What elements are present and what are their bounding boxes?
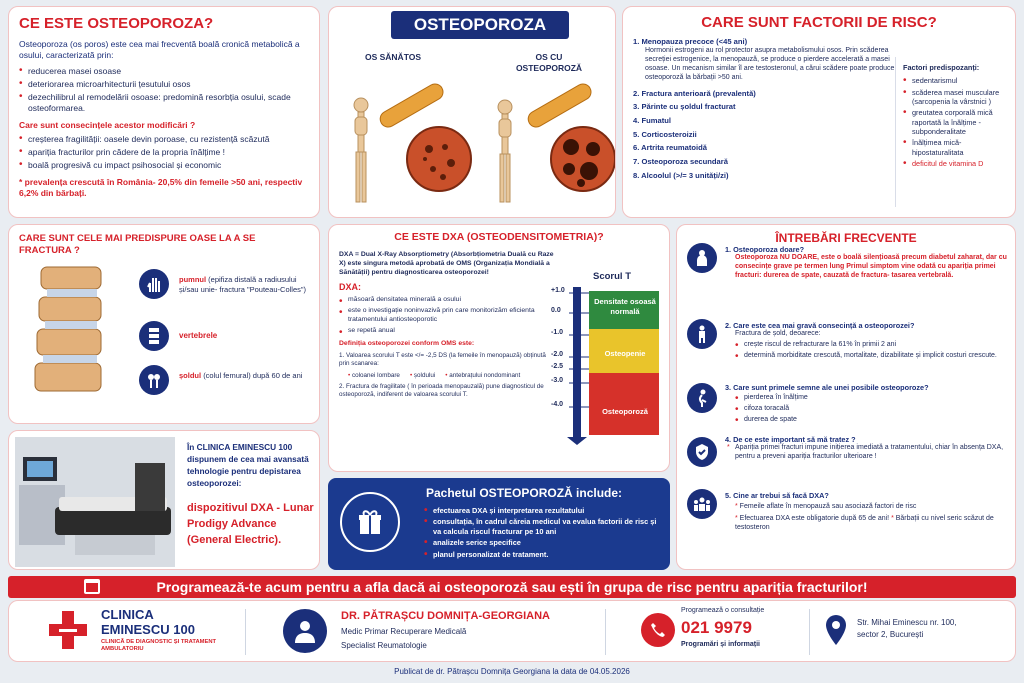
tick-label: -4.0 [551,401,564,408]
device-name: dispozitivul DXA - Lunar Prodigy Advance (General Electric). [187,502,314,546]
faq-question: 4. De ce este important să mă tratez ? [725,435,856,444]
card-package [328,478,670,570]
card-title: CE ESTE DXA (OSTEODENSITOMETRIA)? [394,231,604,243]
list-item: • deteriorarea microarhitecturii țesutului osos [19,79,309,90]
tick-label: +1.0 [551,287,565,294]
list-item: • dezechilibrul al remodelării osoase: predomină resorbția osului, scade osteoformarea. [19,92,309,114]
faq-answer: Osteoporoza NU DOARE, este o boală silențioasă precum diabetul zaharat, dar cu consecințe grave pe termen lung Primul simptom vine odată cu apariția primei fracturi: durerea de spate, cauzată de fractura- tasarea vertebrală. [735,254,1007,280]
person-icon [687,319,717,349]
card-what-is [8,6,320,218]
list-item: • măsoară densitatea minerală a osului [339,296,557,305]
cta-banner [8,576,1016,598]
card-clinic-device [8,430,320,570]
factor-label: Corticosteroizii [641,129,697,139]
clinic-logo-icon [49,611,87,649]
fracture-site-hip [179,371,315,381]
list-item: • se repetă anual [339,327,557,336]
faq-question: 1. Osteoporoza doare? [725,245,805,254]
list-item: • pierderea în înălțime [735,394,1011,403]
faq-answer: * Apariția primei fracturi impune inițierea imediată a tratamentului, chiar în absența DXA, pentru a preveni apariția fracturilor ulterioare ! [727,444,1004,461]
posture-icon [687,383,717,413]
factor-label: Artrita reumatoidă [641,143,707,153]
factor-label: Fumatul [641,115,671,125]
list-item: • efectuarea DXA și interpretarea rezultatului [424,506,664,515]
calendar-icon [84,579,100,594]
doctor-icon [283,609,327,653]
faq-answer: Fractura de șold, deoarece: [735,330,821,338]
divider [809,609,810,655]
site-name: șoldul [179,371,202,380]
card-title: CARE SUNT FACTORII DE RISC? [701,14,937,31]
faq-answer: * Femeile aflate în menopauză sau asociază factori de risc [735,503,917,511]
list-item: • planul personalizat de tratament. [424,550,664,559]
clinic-name-2: EMINESCU 100 [101,622,195,637]
zone-normal: Densitate osoasă normală [594,297,656,316]
site-desc: (epifiza distală a radiusului și/sau unie- fractura "Pouteau-Colles") [179,275,307,294]
card-title: CARE SUNT CELE MAI PREDISPURE OASE LA A SE FRACTURA ? [19,233,256,257]
divider [605,609,606,655]
dxa-definition: DXA = Dual X-Ray Absorptiometry (Absorbțiometria Duală cu Raze X) este singura metodă aprobată de OMS (Organizația Mondială a Sănătății) pentru diagnosticarea osteoporozei! [339,251,554,276]
factor-label: Menopauza precoce (<45 ani) [641,37,748,46]
clinic-tagline: CLINICĂ DE DIAGNOSTIC ȘI TRATAMENT AMBULATORIU [101,639,217,653]
list-item: • sedentarismul [903,76,1013,85]
address: Str. Mihai Eminescu nr. 100, sector 2, București [857,618,957,639]
list-item: • reducerea masei osoase [19,66,309,77]
question-icon [687,243,717,273]
shield-check-icon [687,437,717,467]
zone-osteoporosis: Osteoporoză [602,407,648,416]
scan-site: • șoldului [409,371,436,379]
list-item: • creșterea fragilității: oasele devin poroase, cu rezistență scăzută [19,134,309,145]
tick-label: -3.0 [551,377,564,384]
package-title: Pachetul OSTEOPOROZĂ include: [426,486,623,500]
list-item: • analizele serice specifice [424,538,664,547]
factor-label: Fractura anterioară (prevalentă) [641,88,756,98]
card-title: CE ESTE OSTEOPOROZA? [19,15,214,32]
phone-icon [641,613,675,647]
factor-item: 8. Alcoolul (>/= 3 unități/zi) [633,170,729,180]
list-item: • cifoza toracală [735,405,1011,414]
divider [895,57,896,207]
scan-site: • coloanei lombare [348,371,400,379]
list-item: • deficitul de vitamina D [903,159,1013,168]
healthy-bone-label: OS SĂNĂTOS [364,52,422,62]
banner-text: Programează-te acum pentru a afla dacă ai osteoporoză sau ești în grupa de risc pentru apariția fracturilor! [156,579,868,595]
location-pin-icon [825,615,847,645]
tick-label: -2.5 [551,363,564,370]
card-risk-factors [622,6,1016,218]
tick-label: 0.0 [551,307,561,314]
scan-site: • antebrațului nondominant [445,371,521,379]
bone-illustration [329,7,616,218]
factor-item: 4. Fumatul [633,115,671,125]
fracture-site-spine: vertebrele [179,331,218,340]
factor-label: Osteoporoza secundară [641,157,728,167]
doctor-specialty: Specialist Reumatologie [341,641,427,650]
faq-question: 2. Care este cea mai gravă consecință a osteoporozei? [725,321,915,330]
osteoporotic-bone-label: OS CU OSTEOPOROZĂ [515,52,583,73]
scan-sites [348,372,557,380]
card-fracture-sites [8,224,320,424]
card-title: ÎNTREBĂRI FRECVENTE [775,231,917,245]
card-faq [676,224,1016,570]
divider [245,609,246,655]
doctor-name: DR. PĂTRAȘCU DOMNIȚA-GEORGIANA [341,610,550,622]
phone-number[interactable]: 021 9979 [681,618,752,637]
card-osteoporosis-visual [328,6,616,218]
main-title: OSTEOPOROZA [391,11,569,39]
list-item: • crește riscul de refracturare la 61% în primii 2 ani [735,341,1011,350]
hip-icon [139,365,169,395]
faq-answer: * Efectuarea DXA este obligatorie după 65 de ani! * Bărbații cu nivel seric scăzut de testosteron [735,515,994,532]
clinic-name: CLINICA [101,607,154,622]
question-heading: Care sunt consecințele acestor modificări ? [19,120,196,131]
intro-text: Osteoporoza (os poros) este cea mai frecventă boală cronică metabolică a osului, caracterizată prin: [19,39,300,61]
tick-label: -1.0 [551,329,564,336]
doctor-title: Medic Primar Recuperare Medicală [341,627,467,636]
factor-desc: Hormonii estrogeni au rol protector asupra metabolismului osos. Prin scăderea secreției estrogenice, la menopauză, se produce o pierdere accelerată a masei osoase. Un mecanism similar îl are testosteronul, a cărui scădere poate produce osteoporoză la bărbații >50 ani. [645,46,895,81]
site-name: pumnul [179,275,207,284]
zone-osteopenia: Osteopenie [604,349,646,358]
factor-label: Alcoolul (>/= 3 unități/zi) [641,170,729,180]
factor-item: 3. Părinte cu șoldul fracturat [633,102,736,112]
tick-label: -2.0 [551,351,564,358]
dxa-heading: DXA: [339,282,361,293]
factor-label: Părinte cu șoldul fracturat [641,102,736,112]
phone-subcaption: Programări și informații [681,641,760,648]
who-criterion-1: 1. Valoarea scorului T este </= -2,5 DS (la femeile în menopauză) obținută prin scanarea: [339,352,546,368]
faq-question: 3. Care sunt primele semne ale unei posibile osteoporoze? [725,383,929,392]
gift-icon [340,492,400,552]
list-item: • înălțimea mică- hipostaturalitata [903,138,1013,157]
faq-question: 5. Cine ar trebui să facă DXA? [725,491,829,500]
list-item: • scăderea masei musculare (sarcopenia la vârstnici ) [903,88,1013,107]
factor-item: 1. Menopauza precoce (<45 ani) [633,37,748,46]
factor-item: 2. Fractura anterioară (prevalentă) [633,88,756,98]
fracture-site-wrist [179,275,315,294]
prevalence-note: * prevalența crescută în România- 20,5% din femeile >50 ani, respectiv 6,2% din bărbați. [19,176,303,198]
factor-item: 6. Artrita reumatoidă [633,143,707,153]
predisposing-heading: Factori predispozanți: [903,63,980,72]
phone-caption: Programează o consultație [681,607,765,614]
list-item: • determină morbiditate crescută, mortalitate, dizabilitate și implicit costuri crescute. [735,352,1011,361]
site-desc: (colul femural) după 60 de ani [203,371,303,380]
factor-item: 7. Osteoporoza secundară [633,157,728,167]
wrist-icon [139,269,169,299]
list-item: • durerea de spate [735,416,1011,425]
list-item: • consultația, în cadrul căreia medicul va evalua factorii de risc și va calcula riscul fracturar pe 10 ani [424,517,664,536]
dxa-machine-image [15,437,175,567]
list-item: • apariția fracturilor prin cădere de la propria înălțime ! [19,147,309,158]
who-definition-heading: Definiția osteoporozei conform OMS este: [339,340,475,348]
vertebra-icon [139,321,169,351]
list-item: • boală progresivă cu impact psihosocial și economic [19,160,309,171]
card-dxa [328,224,670,472]
clinic-intro: În CLINICA EMINESCU 100 dispunem de cea mai avansată tehnologie pentru depistarea osteoporozei: [187,442,309,489]
group-icon [687,489,717,519]
list-item: • este o investigație noninvazivă prin care monitorizăm eficienta tratamentului antiosteoporotic [339,307,557,325]
footer [8,600,1016,662]
who-criterion-2: 2. Fractura de fragilitate ( în perioada menopauzală) pune diagnosticul de osteoporoză, indiferent de valoarea scorului T. [339,382,544,398]
publication-note: Publicat de dr. Pătrașcu Domnița Georgiana la data de 04.05.2026 [394,667,630,676]
tscore-title: Scorul T [593,271,632,282]
list-item: • greutatea corporală mică raportată la înălțime - subponderalitate [903,108,1013,136]
spine-illustration [21,261,121,411]
factor-item: 5. Corticosteroizii [633,129,697,139]
